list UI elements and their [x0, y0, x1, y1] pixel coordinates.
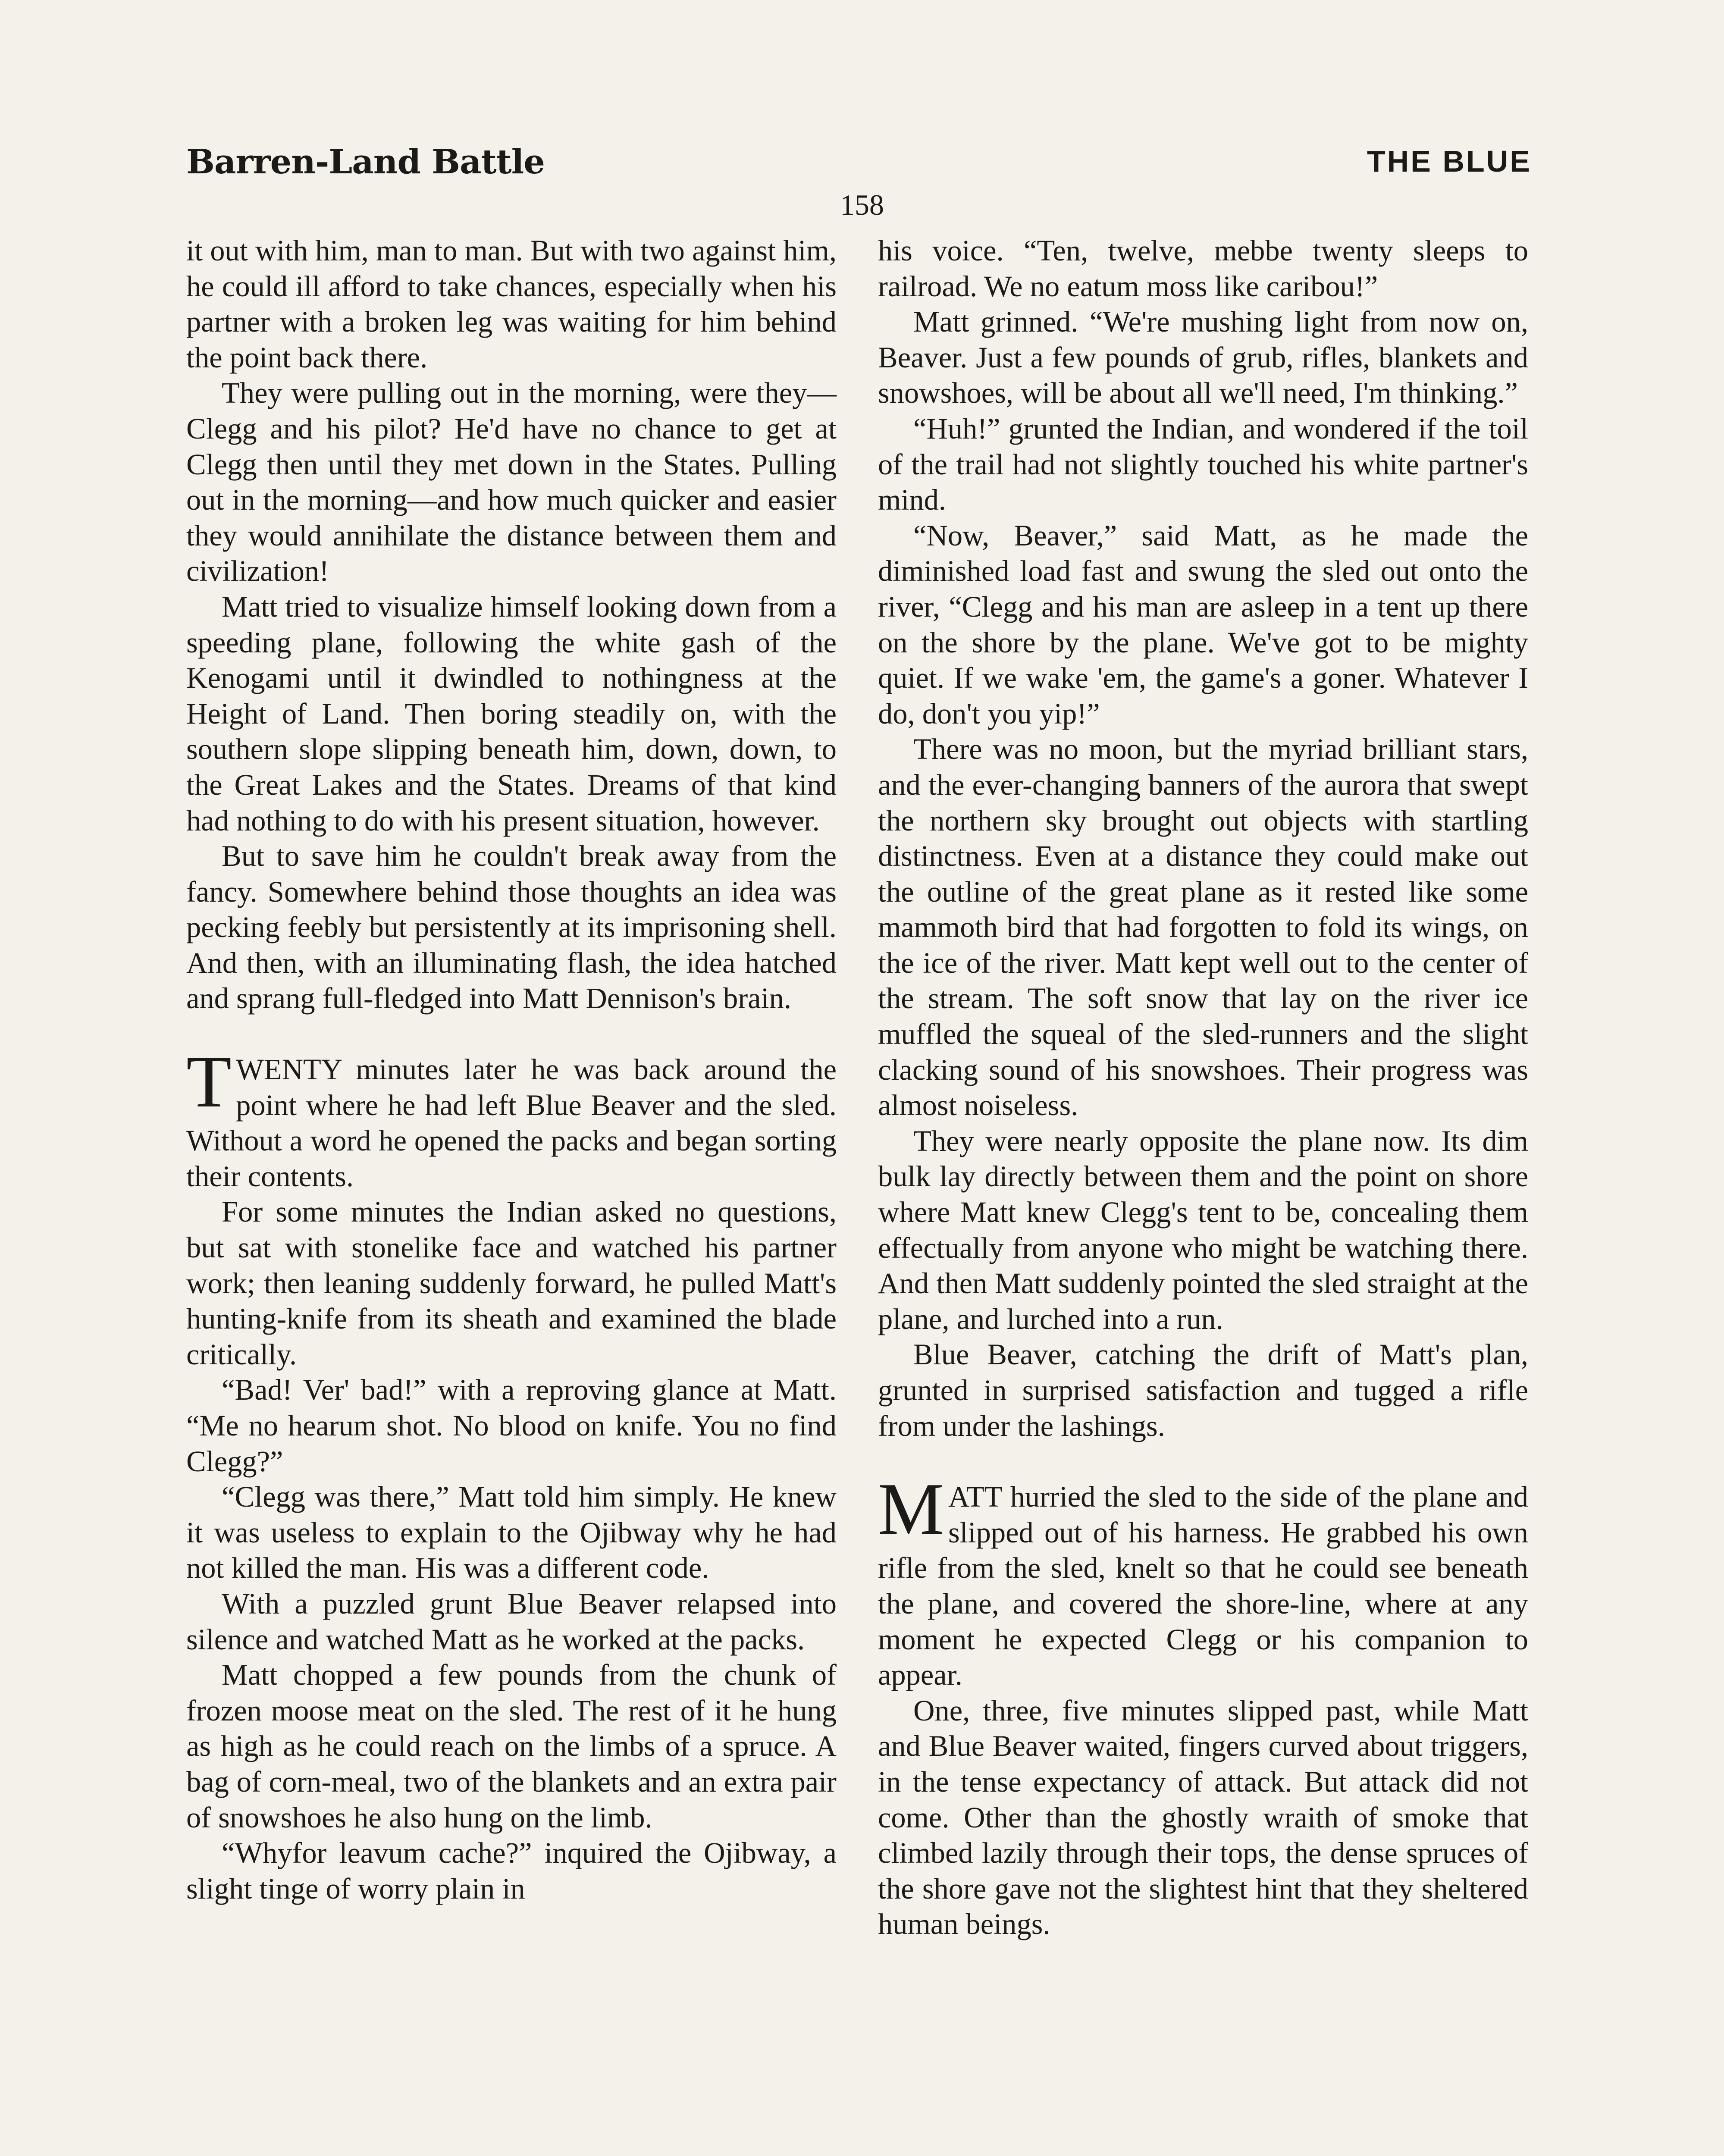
drop-cap: T — [186, 1041, 232, 1123]
paragraph: Matt grinned. “We're mushing light from now on, Beaver. Just a few pounds of grub, rifles, blankets and snowshoes, will be about all we'll need, I'm thinking.” — [878, 305, 1528, 410]
right-column — [878, 233, 1528, 1942]
left-column — [186, 233, 837, 1906]
paragraph-text: ATT hurried the sled to the side of the plane and slipped out of his harness. He grabbed his own rifle from the sled, knelt so that he could see beneath the plane, and covered the shore-line, where at any moment he expected Clegg or his companion to appear. — [878, 1480, 1528, 1692]
paragraph: They were pulling out in the morning, were they—Clegg and his pilot? He'd have no chance to get at Clegg then until they met down in the States. Pulling out in the morning—and how much quicker and easier they would annihilate the distance between them and civilization! — [186, 376, 837, 588]
paragraph: “Clegg was there,” Matt told him simply. He knew it was useless to explain to the Ojibway why he had not killed the man. His was a different code. — [186, 1480, 837, 1585]
paragraph: Matt tried to visualize himself looking down from a speeding plane, following the white gash of the Kenogami until it dwindled to nothingness at the Height of Land. Then boring steadily on, with the southern slope slipping beneath him, down, down, to the Great Lakes and the States. Dreams of that kind had nothing to do with his present situation, however. — [186, 590, 837, 837]
paragraph: For some minutes the Indian asked no questions, but sat with stonelike face and watched his partner work; then leaning suddenly forward, he pulled Matt's hunting-knife from its sheath and examined the blade critically. — [186, 1195, 837, 1371]
section-opening-paragraph — [186, 1041, 837, 1194]
paragraph: They were nearly opposite the plane now. Its dim bulk lay directly between them and the point on shore where Matt knew Clegg's tent to be, concealing them effectually from anyone who might be watching there. And then Matt suddenly pointed the sled straight at the plane, and lurched into a run. — [878, 1124, 1528, 1335]
page-number: 158 — [840, 188, 884, 221]
paragraph: his voice. “Ten, twelve, mebbe twenty sleeps to railroad. We no eatum moss like caribou!” — [878, 234, 1528, 303]
paragraph: One, three, five minutes slipped past, while Matt and Blue Beaver waited, fingers curved about triggers, in the tense expectancy of attack. But attack did not come. Other than the ghostly wraith of smoke that climbed lazily through their tops, the dense spruces of the shore gave not the slightest hint that they sheltered human beings. — [878, 1694, 1528, 1941]
paragraph: With a puzzled grunt Blue Beaver relapsed into silence and watched Matt as he worked at the packs. — [186, 1587, 837, 1656]
paragraph-text: WENTY minutes later he was back around the point where he had left Blue Beaver and the sled. Without a word he opened the packs and began sorting their contents. — [186, 1053, 837, 1193]
running-head-magazine: THE BLUE — [1367, 144, 1532, 178]
paragraph: “Huh!” grunted the Indian, and wondered if the toil of the trail had not slightly touched his white partner's mind. — [878, 412, 1528, 517]
paragraph: it out with him, man to man. But with two against him, he could ill afford to take chances, especially when his partner with a broken leg was waiting for him behind the point back there. — [186, 234, 837, 374]
paragraph: There was no moon, but the myriad brilliant stars, and the ever-changing banners of the aurora that swept the northern sky brought out objects with startling distinctness. Even at a distance they could make out the outline of the great plane as it rested like some mammoth bird that had forgotten to fold its wings, on the ice of the river. Matt kept well out to the center of the stream. The soft snow that lay on the river ice muffled the squeal of the sled-runners and the slight clacking sound of his snowshoes. Their progress was almost noiseless. — [878, 733, 1528, 1122]
paragraph: “Bad! Ver' bad!” with a reproving glance at Matt. “Me no hearum shot. No blood on knife. You no find Clegg?” — [186, 1373, 837, 1478]
section-opening-paragraph — [878, 1468, 1528, 1693]
paragraph: But to save him he couldn't break away from the fancy. Somewhere behind those thoughts an idea was pecking feebly but persistently at its imprisoning shell. And then, with an illuminating flash, the idea hatched and sprang full-fledged into Matt Dennison's brain. — [186, 840, 837, 1015]
paragraph: “Now, Beaver,” said Matt, as he made the diminished load fast and swung the sled out onto the river, “Clegg and his man are asleep in a tent up there on the shore by the plane. We've got to be mighty quiet. If we wake 'em, the game's a goner. Whatever I do, don't you yip!” — [878, 519, 1528, 730]
drop-cap: M — [878, 1468, 944, 1551]
running-head-title: Barren-Land Battle — [186, 142, 545, 182]
paragraph: Matt chopped a few pounds from the chunk of frozen moose meat on the sled. The rest of it he hung as high as he could reach on the limbs of a spruce. A bag of corn-meal, two of the blankets and an extra pair of snowshoes he also hung on the limb. — [186, 1658, 837, 1834]
paragraph: “Whyfor leavum cache?” inquired the Ojibway, a slight tinge of worry plain in — [186, 1836, 837, 1905]
paragraph: Blue Beaver, catching the drift of Matt's plan, grunted in surprised satisfaction and tugged a rifle from under the lashings. — [878, 1338, 1528, 1442]
